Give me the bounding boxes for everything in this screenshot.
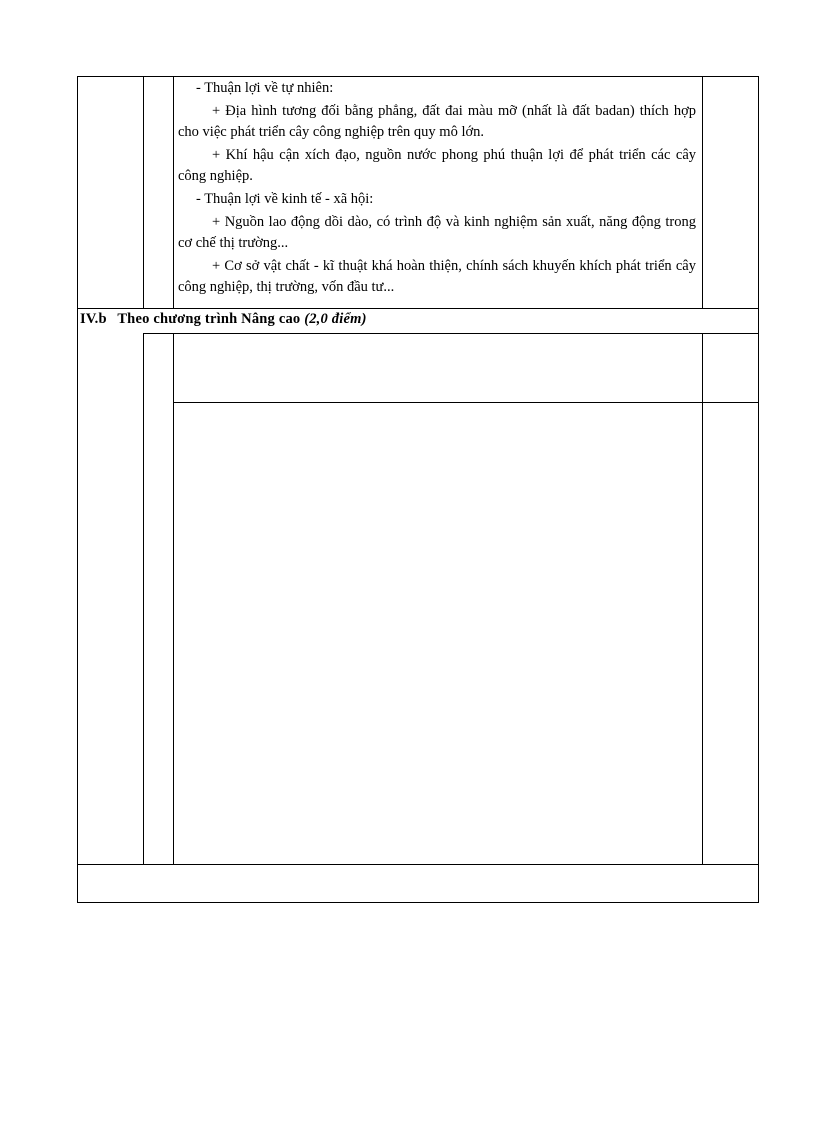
column-divider-2-lower — [173, 333, 174, 864]
column-divider-3-lower — [702, 333, 703, 864]
row-divider-lower — [173, 402, 758, 403]
row-divider-section-top — [77, 308, 758, 309]
row-divider-footer — [77, 864, 758, 865]
labor-point: + Nguồn lao động dồi dào, có trình độ và kinh nghiệm sản xuất, năng động trong cơ chế thị trường... — [178, 214, 696, 251]
row-divider-heading-bottom — [143, 333, 758, 334]
column-divider-1-lower — [143, 333, 144, 864]
terrain-point: + Địa hình tương đối bằng phẳng, đất đai màu mỡ (nhất là đất badan) thích hợp cho việc phát triển cây công nghiệp trên quy mô lớn. — [178, 103, 696, 140]
section-score: (2,0 điểm) — [304, 311, 367, 327]
section-title: Theo chương trình Nâng cao — [117, 311, 301, 327]
socioeconomic-advantages-heading: - Thuận lợi về kinh tế - xã hội: — [196, 191, 374, 207]
answer-content — [178, 78, 696, 300]
climate-point: + Khí hậu cận xích đạo, nguồn nước phong phú thuận lợi để phát triển các cây công nghiệp. — [178, 147, 696, 184]
column-divider-3-upper — [702, 76, 703, 309]
section-code: IV.b — [80, 311, 107, 327]
infrastructure-point: + Cơ sở vật chất - kĩ thuật khá hoàn thiện, chính sách khuyến khích phát triển cây công nghiệp, thị trường, vốn đầu tư... — [178, 258, 696, 295]
column-divider-2-upper — [173, 76, 174, 309]
natural-advantages-heading: - Thuận lợi về tự nhiên: — [196, 80, 334, 96]
section-heading — [80, 311, 367, 328]
column-divider-1-upper — [143, 76, 144, 309]
